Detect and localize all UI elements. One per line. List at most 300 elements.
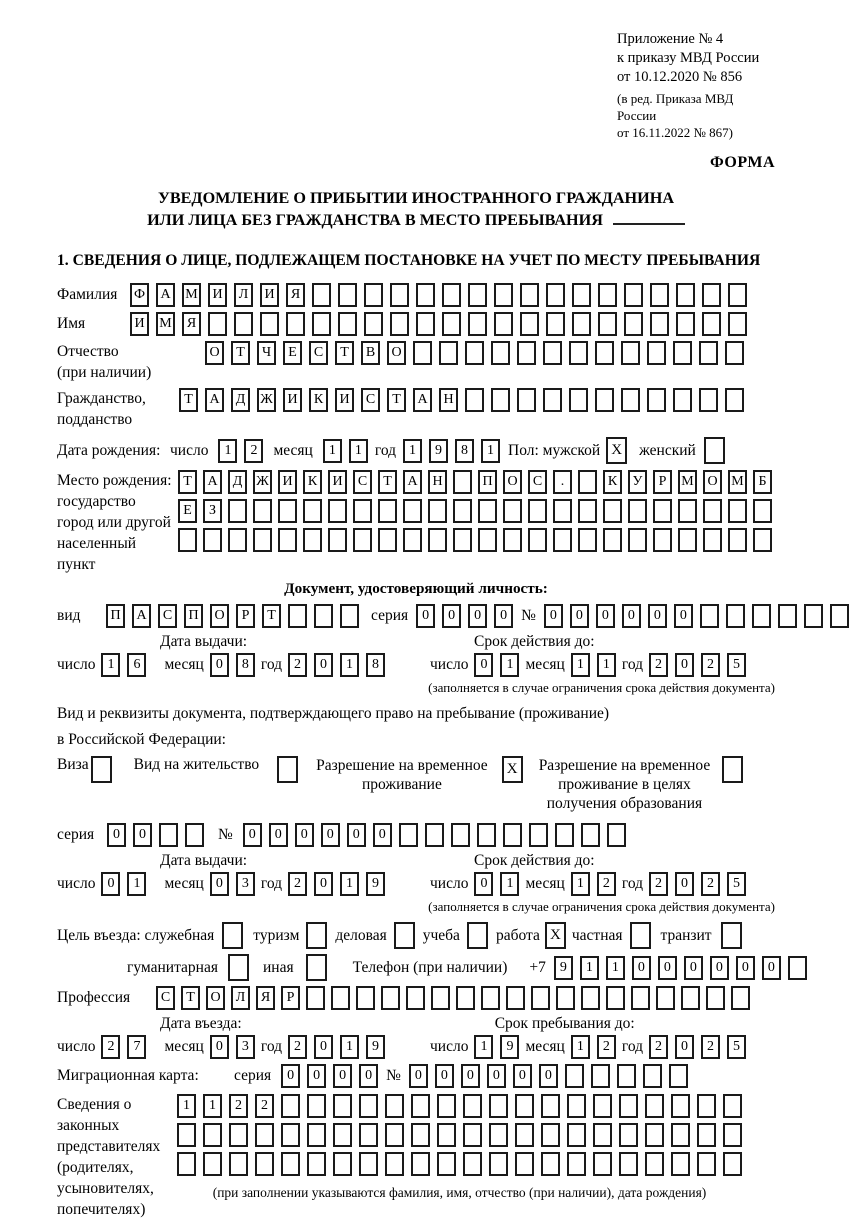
char-cell[interactable]: 0: [101, 872, 120, 896]
char-cell[interactable]: [229, 1152, 248, 1176]
char-cell[interactable]: [177, 1123, 196, 1147]
char-cell[interactable]: [569, 388, 588, 412]
char-cell[interactable]: [778, 604, 797, 628]
char-cell[interactable]: [543, 341, 562, 365]
char-cell[interactable]: О: [387, 341, 406, 365]
char-cell[interactable]: [403, 499, 422, 523]
char-cell[interactable]: [406, 986, 425, 1010]
char-cell[interactable]: [624, 283, 643, 307]
char-cell[interactable]: [356, 986, 375, 1010]
purpose-work-checkbox[interactable]: X: [545, 922, 566, 949]
visa-checkbox[interactable]: [91, 756, 112, 783]
char-cell[interactable]: С: [156, 986, 175, 1010]
char-cell[interactable]: [312, 283, 331, 307]
char-cell[interactable]: [531, 986, 550, 1010]
char-cell[interactable]: 0: [675, 1035, 694, 1059]
char-cell[interactable]: Т: [181, 986, 200, 1010]
char-cell[interactable]: [228, 528, 247, 552]
char-cell[interactable]: 0: [435, 1064, 454, 1088]
char-cell[interactable]: [593, 1152, 612, 1176]
char-cell[interactable]: М: [182, 283, 201, 307]
char-cell[interactable]: [617, 1064, 636, 1088]
char-cell[interactable]: [278, 499, 297, 523]
char-cell[interactable]: Е: [178, 499, 197, 523]
char-cell[interactable]: [728, 499, 747, 523]
char-cell[interactable]: [606, 986, 625, 1010]
char-cell[interactable]: [699, 388, 718, 412]
char-cell[interactable]: Д: [228, 470, 247, 494]
char-cell[interactable]: [788, 956, 807, 980]
char-cell[interactable]: 0: [210, 872, 229, 896]
char-cell[interactable]: [203, 528, 222, 552]
char-cell[interactable]: [328, 528, 347, 552]
char-cell[interactable]: [159, 823, 178, 847]
char-cell[interactable]: 5: [727, 872, 746, 896]
char-cell[interactable]: [364, 283, 383, 307]
char-cell[interactable]: 9: [366, 1035, 385, 1059]
char-cell[interactable]: 0: [107, 823, 126, 847]
char-cell[interactable]: [453, 499, 472, 523]
char-cell[interactable]: [697, 1123, 716, 1147]
char-cell[interactable]: [437, 1123, 456, 1147]
char-cell[interactable]: [703, 528, 722, 552]
char-cell[interactable]: 0: [461, 1064, 480, 1088]
char-cell[interactable]: 0: [416, 604, 435, 628]
char-cell[interactable]: [303, 528, 322, 552]
char-cell[interactable]: [725, 388, 744, 412]
char-cell[interactable]: [676, 283, 695, 307]
char-cell[interactable]: Е: [283, 341, 302, 365]
char-cell[interactable]: [650, 312, 669, 336]
char-cell[interactable]: [390, 312, 409, 336]
char-cell[interactable]: К: [303, 470, 322, 494]
char-cell[interactable]: 0: [210, 653, 229, 677]
char-cell[interactable]: [428, 528, 447, 552]
char-cell[interactable]: [593, 1094, 612, 1118]
char-cell[interactable]: [593, 1123, 612, 1147]
char-cell[interactable]: [385, 1123, 404, 1147]
char-cell[interactable]: 0: [762, 956, 781, 980]
char-cell[interactable]: [653, 499, 672, 523]
char-cell[interactable]: 2: [649, 653, 668, 677]
char-cell[interactable]: [465, 341, 484, 365]
char-cell[interactable]: Р: [653, 470, 672, 494]
char-cell[interactable]: [702, 283, 721, 307]
char-cell[interactable]: 0: [474, 653, 493, 677]
char-cell[interactable]: [506, 986, 525, 1010]
char-cell[interactable]: 0: [539, 1064, 558, 1088]
char-cell[interactable]: [353, 499, 372, 523]
char-cell[interactable]: Ч: [257, 341, 276, 365]
char-cell[interactable]: 0: [468, 604, 487, 628]
char-cell[interactable]: А: [413, 388, 432, 412]
char-cell[interactable]: 0: [281, 1064, 300, 1088]
char-cell[interactable]: А: [156, 283, 175, 307]
char-cell[interactable]: [428, 499, 447, 523]
char-cell[interactable]: [678, 499, 697, 523]
char-cell[interactable]: [465, 388, 484, 412]
char-cell[interactable]: 2: [288, 1035, 307, 1059]
char-cell[interactable]: [603, 528, 622, 552]
char-cell[interactable]: [481, 986, 500, 1010]
char-cell[interactable]: [546, 283, 565, 307]
char-cell[interactable]: [255, 1152, 274, 1176]
char-cell[interactable]: 0: [544, 604, 563, 628]
char-cell[interactable]: 2: [597, 872, 616, 896]
char-cell[interactable]: [671, 1123, 690, 1147]
temp-residence-edu-checkbox[interactable]: [722, 756, 743, 783]
char-cell[interactable]: 1: [349, 439, 368, 463]
char-cell[interactable]: 1: [340, 1035, 359, 1059]
char-cell[interactable]: [569, 341, 588, 365]
char-cell[interactable]: 1: [597, 653, 616, 677]
purpose-private-checkbox[interactable]: [630, 922, 651, 949]
char-cell[interactable]: 3: [236, 872, 255, 896]
char-cell[interactable]: О: [703, 470, 722, 494]
char-cell[interactable]: Я: [286, 283, 305, 307]
char-cell[interactable]: 6: [127, 653, 146, 677]
char-cell[interactable]: С: [309, 341, 328, 365]
char-cell[interactable]: [491, 341, 510, 365]
char-cell[interactable]: [288, 604, 307, 628]
char-cell[interactable]: [656, 986, 675, 1010]
char-cell[interactable]: [556, 986, 575, 1010]
char-cell[interactable]: [364, 312, 383, 336]
char-cell[interactable]: [463, 1094, 482, 1118]
char-cell[interactable]: 2: [288, 653, 307, 677]
char-cell[interactable]: [442, 283, 461, 307]
char-cell[interactable]: [338, 283, 357, 307]
char-cell[interactable]: 9: [554, 956, 573, 980]
char-cell[interactable]: [463, 1152, 482, 1176]
char-cell[interactable]: [650, 283, 669, 307]
char-cell[interactable]: 0: [210, 1035, 229, 1059]
char-cell[interactable]: [581, 986, 600, 1010]
char-cell[interactable]: Т: [178, 470, 197, 494]
char-cell[interactable]: [453, 528, 472, 552]
char-cell[interactable]: О: [210, 604, 229, 628]
char-cell[interactable]: [437, 1094, 456, 1118]
purpose-study-checkbox[interactable]: [467, 922, 488, 949]
char-cell[interactable]: [621, 388, 640, 412]
char-cell[interactable]: Ж: [253, 470, 272, 494]
char-cell[interactable]: [314, 604, 333, 628]
char-cell[interactable]: [578, 499, 597, 523]
char-cell[interactable]: [645, 1094, 664, 1118]
char-cell[interactable]: 8: [455, 439, 474, 463]
char-cell[interactable]: [647, 341, 666, 365]
char-cell[interactable]: [728, 283, 747, 307]
char-cell[interactable]: [390, 283, 409, 307]
char-cell[interactable]: 1: [500, 872, 519, 896]
char-cell[interactable]: И: [278, 470, 297, 494]
char-cell[interactable]: 2: [701, 872, 720, 896]
char-cell[interactable]: [517, 388, 536, 412]
char-cell[interactable]: [515, 1123, 534, 1147]
char-cell[interactable]: [567, 1152, 586, 1176]
char-cell[interactable]: [378, 528, 397, 552]
char-cell[interactable]: [700, 604, 719, 628]
char-cell[interactable]: 0: [494, 604, 513, 628]
char-cell[interactable]: 0: [474, 872, 493, 896]
char-cell[interactable]: 0: [307, 1064, 326, 1088]
char-cell[interactable]: [312, 312, 331, 336]
char-cell[interactable]: [286, 312, 305, 336]
char-cell[interactable]: [489, 1152, 508, 1176]
char-cell[interactable]: 0: [648, 604, 667, 628]
char-cell[interactable]: [515, 1094, 534, 1118]
char-cell[interactable]: [203, 1152, 222, 1176]
char-cell[interactable]: [491, 388, 510, 412]
char-cell[interactable]: [403, 528, 422, 552]
char-cell[interactable]: 2: [229, 1094, 248, 1118]
char-cell[interactable]: И: [208, 283, 227, 307]
char-cell[interactable]: 0: [314, 653, 333, 677]
char-cell[interactable]: [703, 499, 722, 523]
char-cell[interactable]: [624, 312, 643, 336]
char-cell[interactable]: [645, 1123, 664, 1147]
char-cell[interactable]: [681, 986, 700, 1010]
char-cell[interactable]: [411, 1094, 430, 1118]
char-cell[interactable]: [752, 604, 771, 628]
char-cell[interactable]: 0: [314, 872, 333, 896]
char-cell[interactable]: А: [132, 604, 151, 628]
char-cell[interactable]: Б: [753, 470, 772, 494]
char-cell[interactable]: 1: [403, 439, 422, 463]
char-cell[interactable]: [653, 528, 672, 552]
char-cell[interactable]: Р: [236, 604, 255, 628]
char-cell[interactable]: 0: [487, 1064, 506, 1088]
char-cell[interactable]: 0: [314, 1035, 333, 1059]
char-cell[interactable]: [697, 1152, 716, 1176]
char-cell[interactable]: И: [260, 283, 279, 307]
char-cell[interactable]: 0: [513, 1064, 532, 1088]
char-cell[interactable]: [228, 499, 247, 523]
char-cell[interactable]: 9: [366, 872, 385, 896]
char-cell[interactable]: 0: [295, 823, 314, 847]
char-cell[interactable]: 1: [571, 872, 590, 896]
char-cell[interactable]: [307, 1123, 326, 1147]
purpose-other-checkbox[interactable]: [306, 954, 327, 981]
char-cell[interactable]: [528, 528, 547, 552]
char-cell[interactable]: [567, 1123, 586, 1147]
char-cell[interactable]: 0: [622, 604, 641, 628]
char-cell[interactable]: [255, 1123, 274, 1147]
char-cell[interactable]: 1: [474, 1035, 493, 1059]
char-cell[interactable]: В: [361, 341, 380, 365]
char-cell[interactable]: [619, 1152, 638, 1176]
char-cell[interactable]: Т: [335, 341, 354, 365]
char-cell[interactable]: [439, 341, 458, 365]
char-cell[interactable]: [359, 1123, 378, 1147]
char-cell[interactable]: П: [106, 604, 125, 628]
char-cell[interactable]: О: [206, 986, 225, 1010]
char-cell[interactable]: [591, 1064, 610, 1088]
char-cell[interactable]: [331, 986, 350, 1010]
char-cell[interactable]: [520, 283, 539, 307]
char-cell[interactable]: Т: [179, 388, 198, 412]
char-cell[interactable]: Я: [256, 986, 275, 1010]
char-cell[interactable]: [621, 341, 640, 365]
char-cell[interactable]: 0: [675, 872, 694, 896]
char-cell[interactable]: 1: [177, 1094, 196, 1118]
char-cell[interactable]: [702, 312, 721, 336]
char-cell[interactable]: [541, 1094, 560, 1118]
char-cell[interactable]: Т: [262, 604, 281, 628]
char-cell[interactable]: [489, 1094, 508, 1118]
char-cell[interactable]: У: [628, 470, 647, 494]
char-cell[interactable]: [281, 1123, 300, 1147]
temp-residence-checkbox[interactable]: X: [502, 756, 523, 783]
char-cell[interactable]: М: [678, 470, 697, 494]
char-cell[interactable]: [603, 499, 622, 523]
residence-permit-checkbox[interactable]: [277, 756, 298, 783]
char-cell[interactable]: Т: [231, 341, 250, 365]
char-cell[interactable]: [503, 823, 522, 847]
char-cell[interactable]: С: [158, 604, 177, 628]
char-cell[interactable]: 0: [596, 604, 615, 628]
char-cell[interactable]: [353, 528, 372, 552]
char-cell[interactable]: [643, 1064, 662, 1088]
char-cell[interactable]: 1: [127, 872, 146, 896]
char-cell[interactable]: [598, 283, 617, 307]
char-cell[interactable]: [723, 1152, 742, 1176]
char-cell[interactable]: [572, 283, 591, 307]
char-cell[interactable]: [619, 1094, 638, 1118]
char-cell[interactable]: 1: [580, 956, 599, 980]
char-cell[interactable]: [726, 604, 745, 628]
char-cell[interactable]: [671, 1152, 690, 1176]
char-cell[interactable]: 0: [347, 823, 366, 847]
char-cell[interactable]: [753, 528, 772, 552]
purpose-official-checkbox[interactable]: [222, 922, 243, 949]
char-cell[interactable]: С: [353, 470, 372, 494]
char-cell[interactable]: С: [361, 388, 380, 412]
char-cell[interactable]: 9: [500, 1035, 519, 1059]
char-cell[interactable]: 2: [597, 1035, 616, 1059]
char-cell[interactable]: 0: [674, 604, 693, 628]
char-cell[interactable]: 2: [701, 1035, 720, 1059]
char-cell[interactable]: [723, 1094, 742, 1118]
char-cell[interactable]: 1: [340, 872, 359, 896]
char-cell[interactable]: [442, 312, 461, 336]
char-cell[interactable]: [385, 1094, 404, 1118]
char-cell[interactable]: [725, 341, 744, 365]
char-cell[interactable]: С: [528, 470, 547, 494]
char-cell[interactable]: 0: [373, 823, 392, 847]
char-cell[interactable]: [699, 341, 718, 365]
char-cell[interactable]: [581, 823, 600, 847]
char-cell[interactable]: [359, 1094, 378, 1118]
char-cell[interactable]: 0: [269, 823, 288, 847]
sex-male-checkbox[interactable]: X: [606, 437, 627, 464]
char-cell[interactable]: [178, 528, 197, 552]
char-cell[interactable]: 1: [606, 956, 625, 980]
char-cell[interactable]: [631, 986, 650, 1010]
char-cell[interactable]: [281, 1094, 300, 1118]
char-cell[interactable]: 1: [481, 439, 500, 463]
char-cell[interactable]: [478, 528, 497, 552]
char-cell[interactable]: [503, 528, 522, 552]
char-cell[interactable]: [177, 1152, 196, 1176]
char-cell[interactable]: 2: [244, 439, 263, 463]
char-cell[interactable]: 0: [243, 823, 262, 847]
char-cell[interactable]: З: [203, 499, 222, 523]
char-cell[interactable]: [578, 528, 597, 552]
char-cell[interactable]: [728, 528, 747, 552]
char-cell[interactable]: [385, 1152, 404, 1176]
char-cell[interactable]: [413, 341, 432, 365]
char-cell[interactable]: [595, 388, 614, 412]
char-cell[interactable]: [678, 528, 697, 552]
char-cell[interactable]: Л: [231, 986, 250, 1010]
char-cell[interactable]: [416, 312, 435, 336]
char-cell[interactable]: Ф: [130, 283, 149, 307]
char-cell[interactable]: П: [478, 470, 497, 494]
char-cell[interactable]: [598, 312, 617, 336]
char-cell[interactable]: [669, 1064, 688, 1088]
char-cell[interactable]: 8: [366, 653, 385, 677]
char-cell[interactable]: [307, 1094, 326, 1118]
char-cell[interactable]: [381, 986, 400, 1010]
char-cell[interactable]: М: [156, 312, 175, 336]
char-cell[interactable]: 1: [203, 1094, 222, 1118]
char-cell[interactable]: [673, 388, 692, 412]
char-cell[interactable]: И: [335, 388, 354, 412]
char-cell[interactable]: [278, 528, 297, 552]
char-cell[interactable]: [399, 823, 418, 847]
char-cell[interactable]: 2: [101, 1035, 120, 1059]
purpose-humanitarian-checkbox[interactable]: [228, 954, 249, 981]
char-cell[interactable]: 1: [500, 653, 519, 677]
char-cell[interactable]: И: [328, 470, 347, 494]
char-cell[interactable]: [520, 312, 539, 336]
char-cell[interactable]: [529, 823, 548, 847]
char-cell[interactable]: [543, 388, 562, 412]
char-cell[interactable]: [567, 1094, 586, 1118]
char-cell[interactable]: 0: [632, 956, 651, 980]
char-cell[interactable]: 9: [429, 439, 448, 463]
char-cell[interactable]: Л: [234, 283, 253, 307]
char-cell[interactable]: И: [130, 312, 149, 336]
char-cell[interactable]: [553, 499, 572, 523]
char-cell[interactable]: 8: [236, 653, 255, 677]
char-cell[interactable]: [607, 823, 626, 847]
char-cell[interactable]: П: [184, 604, 203, 628]
char-cell[interactable]: [723, 1123, 742, 1147]
char-cell[interactable]: 1: [571, 1035, 590, 1059]
char-cell[interactable]: 0: [675, 653, 694, 677]
purpose-business-checkbox[interactable]: [394, 922, 415, 949]
char-cell[interactable]: [203, 1123, 222, 1147]
char-cell[interactable]: [565, 1064, 584, 1088]
char-cell[interactable]: К: [603, 470, 622, 494]
char-cell[interactable]: Н: [428, 470, 447, 494]
char-cell[interactable]: А: [205, 388, 224, 412]
char-cell[interactable]: 0: [442, 604, 461, 628]
char-cell[interactable]: [333, 1094, 352, 1118]
char-cell[interactable]: [671, 1094, 690, 1118]
char-cell[interactable]: [468, 283, 487, 307]
char-cell[interactable]: [185, 823, 204, 847]
char-cell[interactable]: [553, 528, 572, 552]
char-cell[interactable]: [359, 1152, 378, 1176]
char-cell[interactable]: [541, 1123, 560, 1147]
char-cell[interactable]: [503, 499, 522, 523]
char-cell[interactable]: [595, 341, 614, 365]
char-cell[interactable]: [830, 604, 849, 628]
char-cell[interactable]: [489, 1123, 508, 1147]
